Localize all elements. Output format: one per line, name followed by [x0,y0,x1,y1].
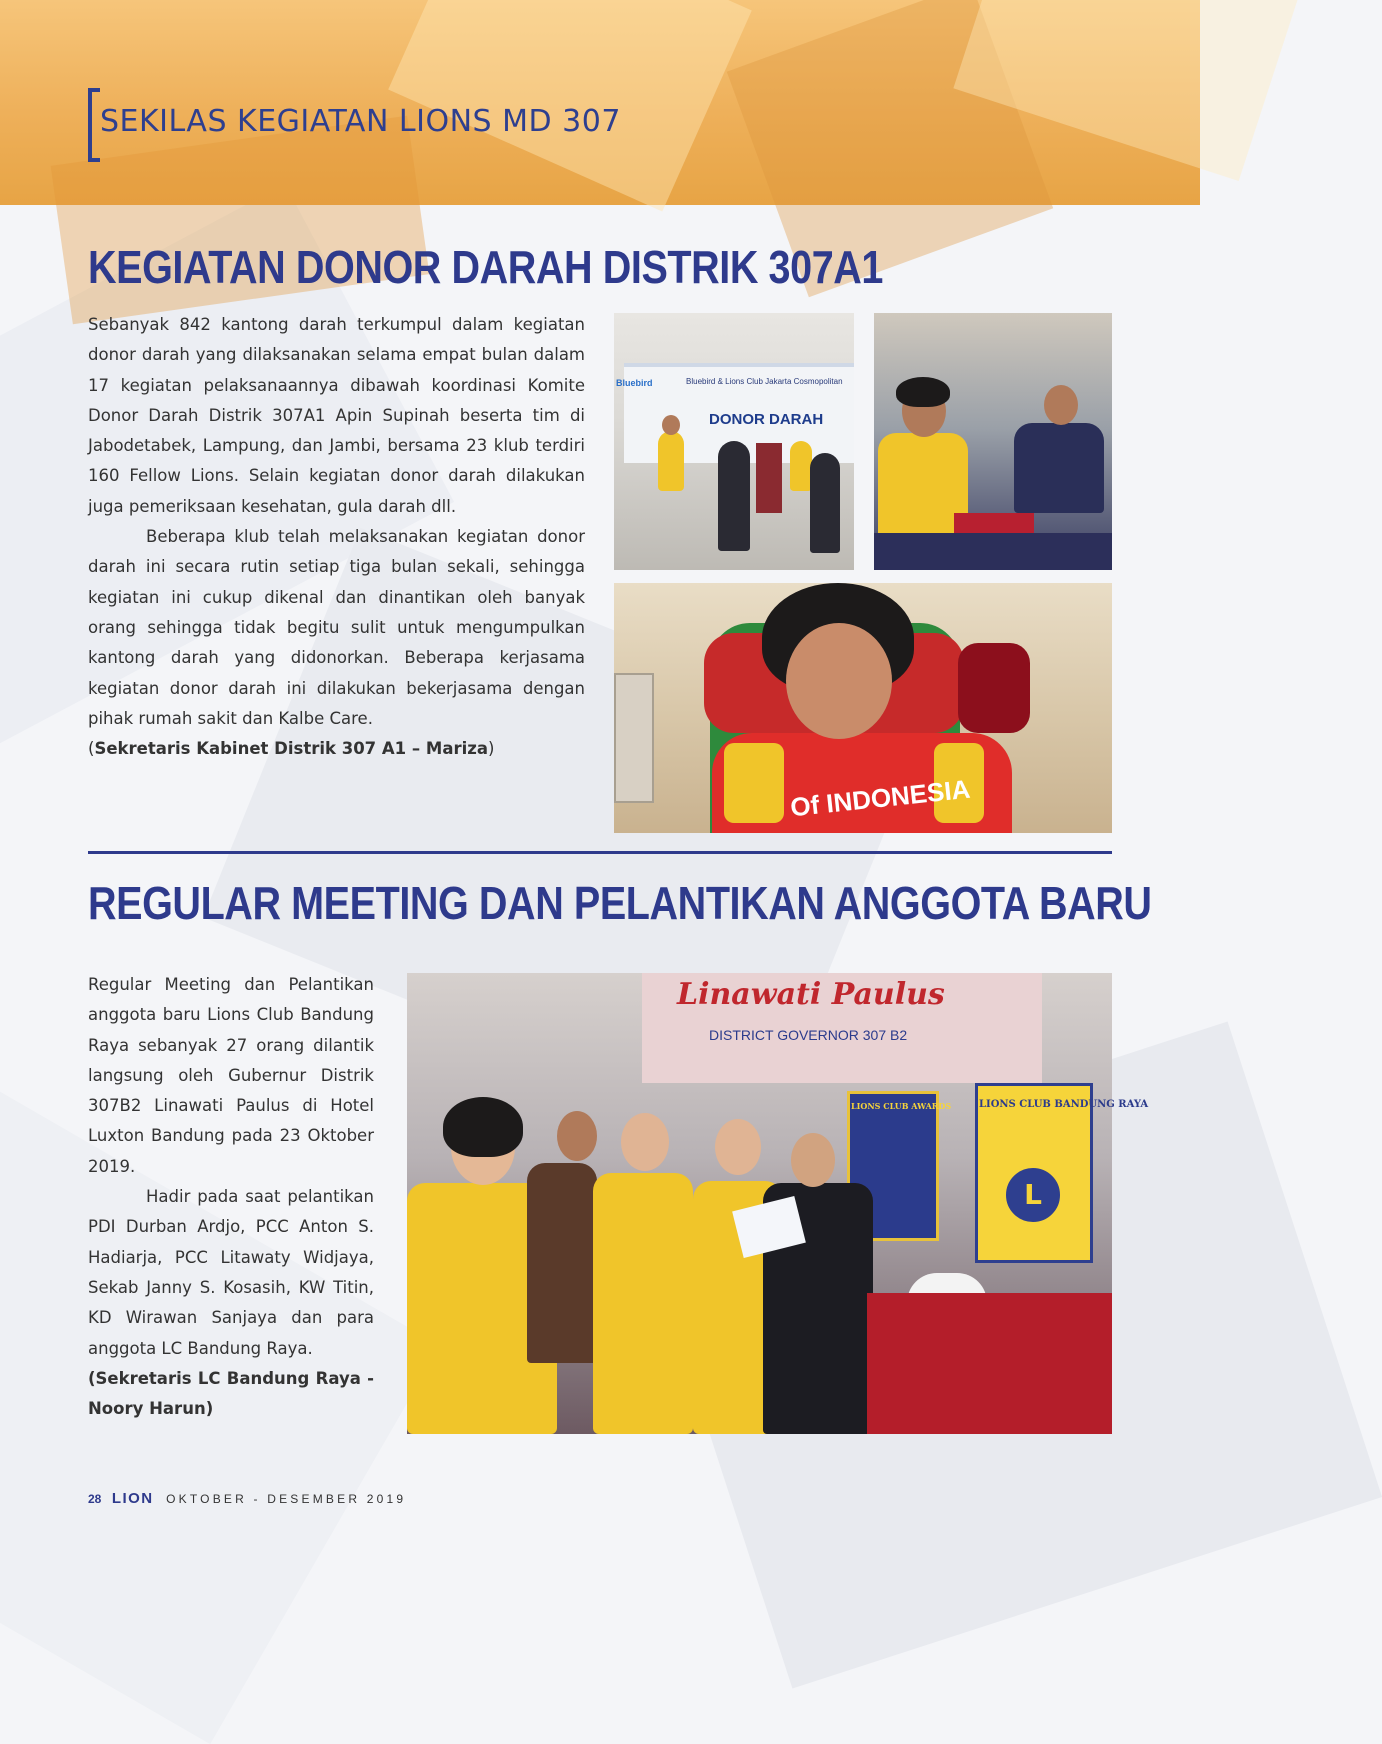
article1-credit: (Sekretaris Kabinet Distrik 307 A1 – Mariza) [88,739,495,759]
article2-paragraph2: Hadir pada saat pelantikan PDI Durban Ardjo, PCC Anton S. Hadiarja, PCC Litawaty Widjaya, Sekab Janny S. Kosasih, KW Titin, KD Wirawan Sanjaya dan para anggota LC Bandung Raya. [88,1187,374,1358]
section-divider [88,851,1112,854]
banner-sub: DISTRICT GOVERNOR 307 B2 [709,1027,908,1043]
article1-credit-name: Sekretaris Kabinet Distrik 307 A1 – Mariza [94,739,488,759]
photo-health-check [874,313,1112,570]
article1-title: KEGIATAN DONOR DARAH DISTRIK 307A1 [88,241,883,293]
issue-date: OKTOBER - DESEMBER 2019 [166,1492,407,1506]
page-number: 28 [88,1492,102,1506]
article2-paragraph1: Regular Meeting dan Pelantikan anggota baru Lions Club Bandung Raya sebanyak 27 orang dilantik langsung oleh Gubernur Distrik 307B2 Linawati Paulus di Hotel Luxton Bandung pada 23 Oktober 2019. [88,975,374,1176]
magazine-name: LION [111,1490,154,1507]
pennant-text: LIONS CLUB BANDUNG RAYA [979,1099,1149,1110]
photo-induction-ceremony: Linawati Paulus DISTRICT GOVERNOR 307 B2 LIONS CLUB BANDUNG RAYA L LIONS CLUB AWARDS [407,973,1112,1434]
article1-paragraph1: Sebanyak 842 kantong darah terkumpul dalam kegiatan donor darah yang dilaksanakan selama empat bulan dalam 17 kegiatan pelaksanaannya dibawah koordinasi Komite Donor Darah Distrik 307A1 Apin Supinah beserta tim di Jabodetabek, Lampung, dan Jambi, bersama 23 klub terdiri 160 Fellow Lions. Selain kegiatan donor darah dilakukan juga pemeriksaan kesehatan, gula darah dll. [88,315,585,516]
article1-paragraph2: Beberapa klub telah melaksanakan kegiatan donor darah ini secara rutin setiap tiga bulan sekali, sehingga kegiatan ini cukup dikenal dan dinantikan oleh banyak orang sehingga tidak begitu sulit untuk mengumpulkan kantong darah yang didonorkan. Beberapa kerjasama kegiatan donor darah ini dilakukan bekerjasama dengan pihak rumah sakit dan Kalbe Care. [88,527,585,728]
photo-blood-donor [614,583,1112,833]
banner-name: Linawati Paulus [677,977,945,1012]
article2-title: REGULAR MEETING DAN PELANTIKAN ANGGOTA BARU [88,877,1152,929]
article1-body [88,310,585,764]
page-footer [88,1490,406,1508]
article2-body [88,970,374,1424]
section-label: SEKILAS KEGIATAN LIONS MD 307 [100,104,621,139]
shirt-text: Of INDONESIA [788,773,972,823]
section-bracket [88,88,100,162]
lions-logo: L [1001,1163,1065,1227]
photo-donor-event-hall: Bluebird Bluebird & Lions Club Jakarta Cosmopolitan DONOR DARAH [614,313,854,570]
article2-credit: (Sekretaris LC Bandung Raya - Noory Harun) [88,1368,374,1419]
header-banner [0,0,1200,205]
